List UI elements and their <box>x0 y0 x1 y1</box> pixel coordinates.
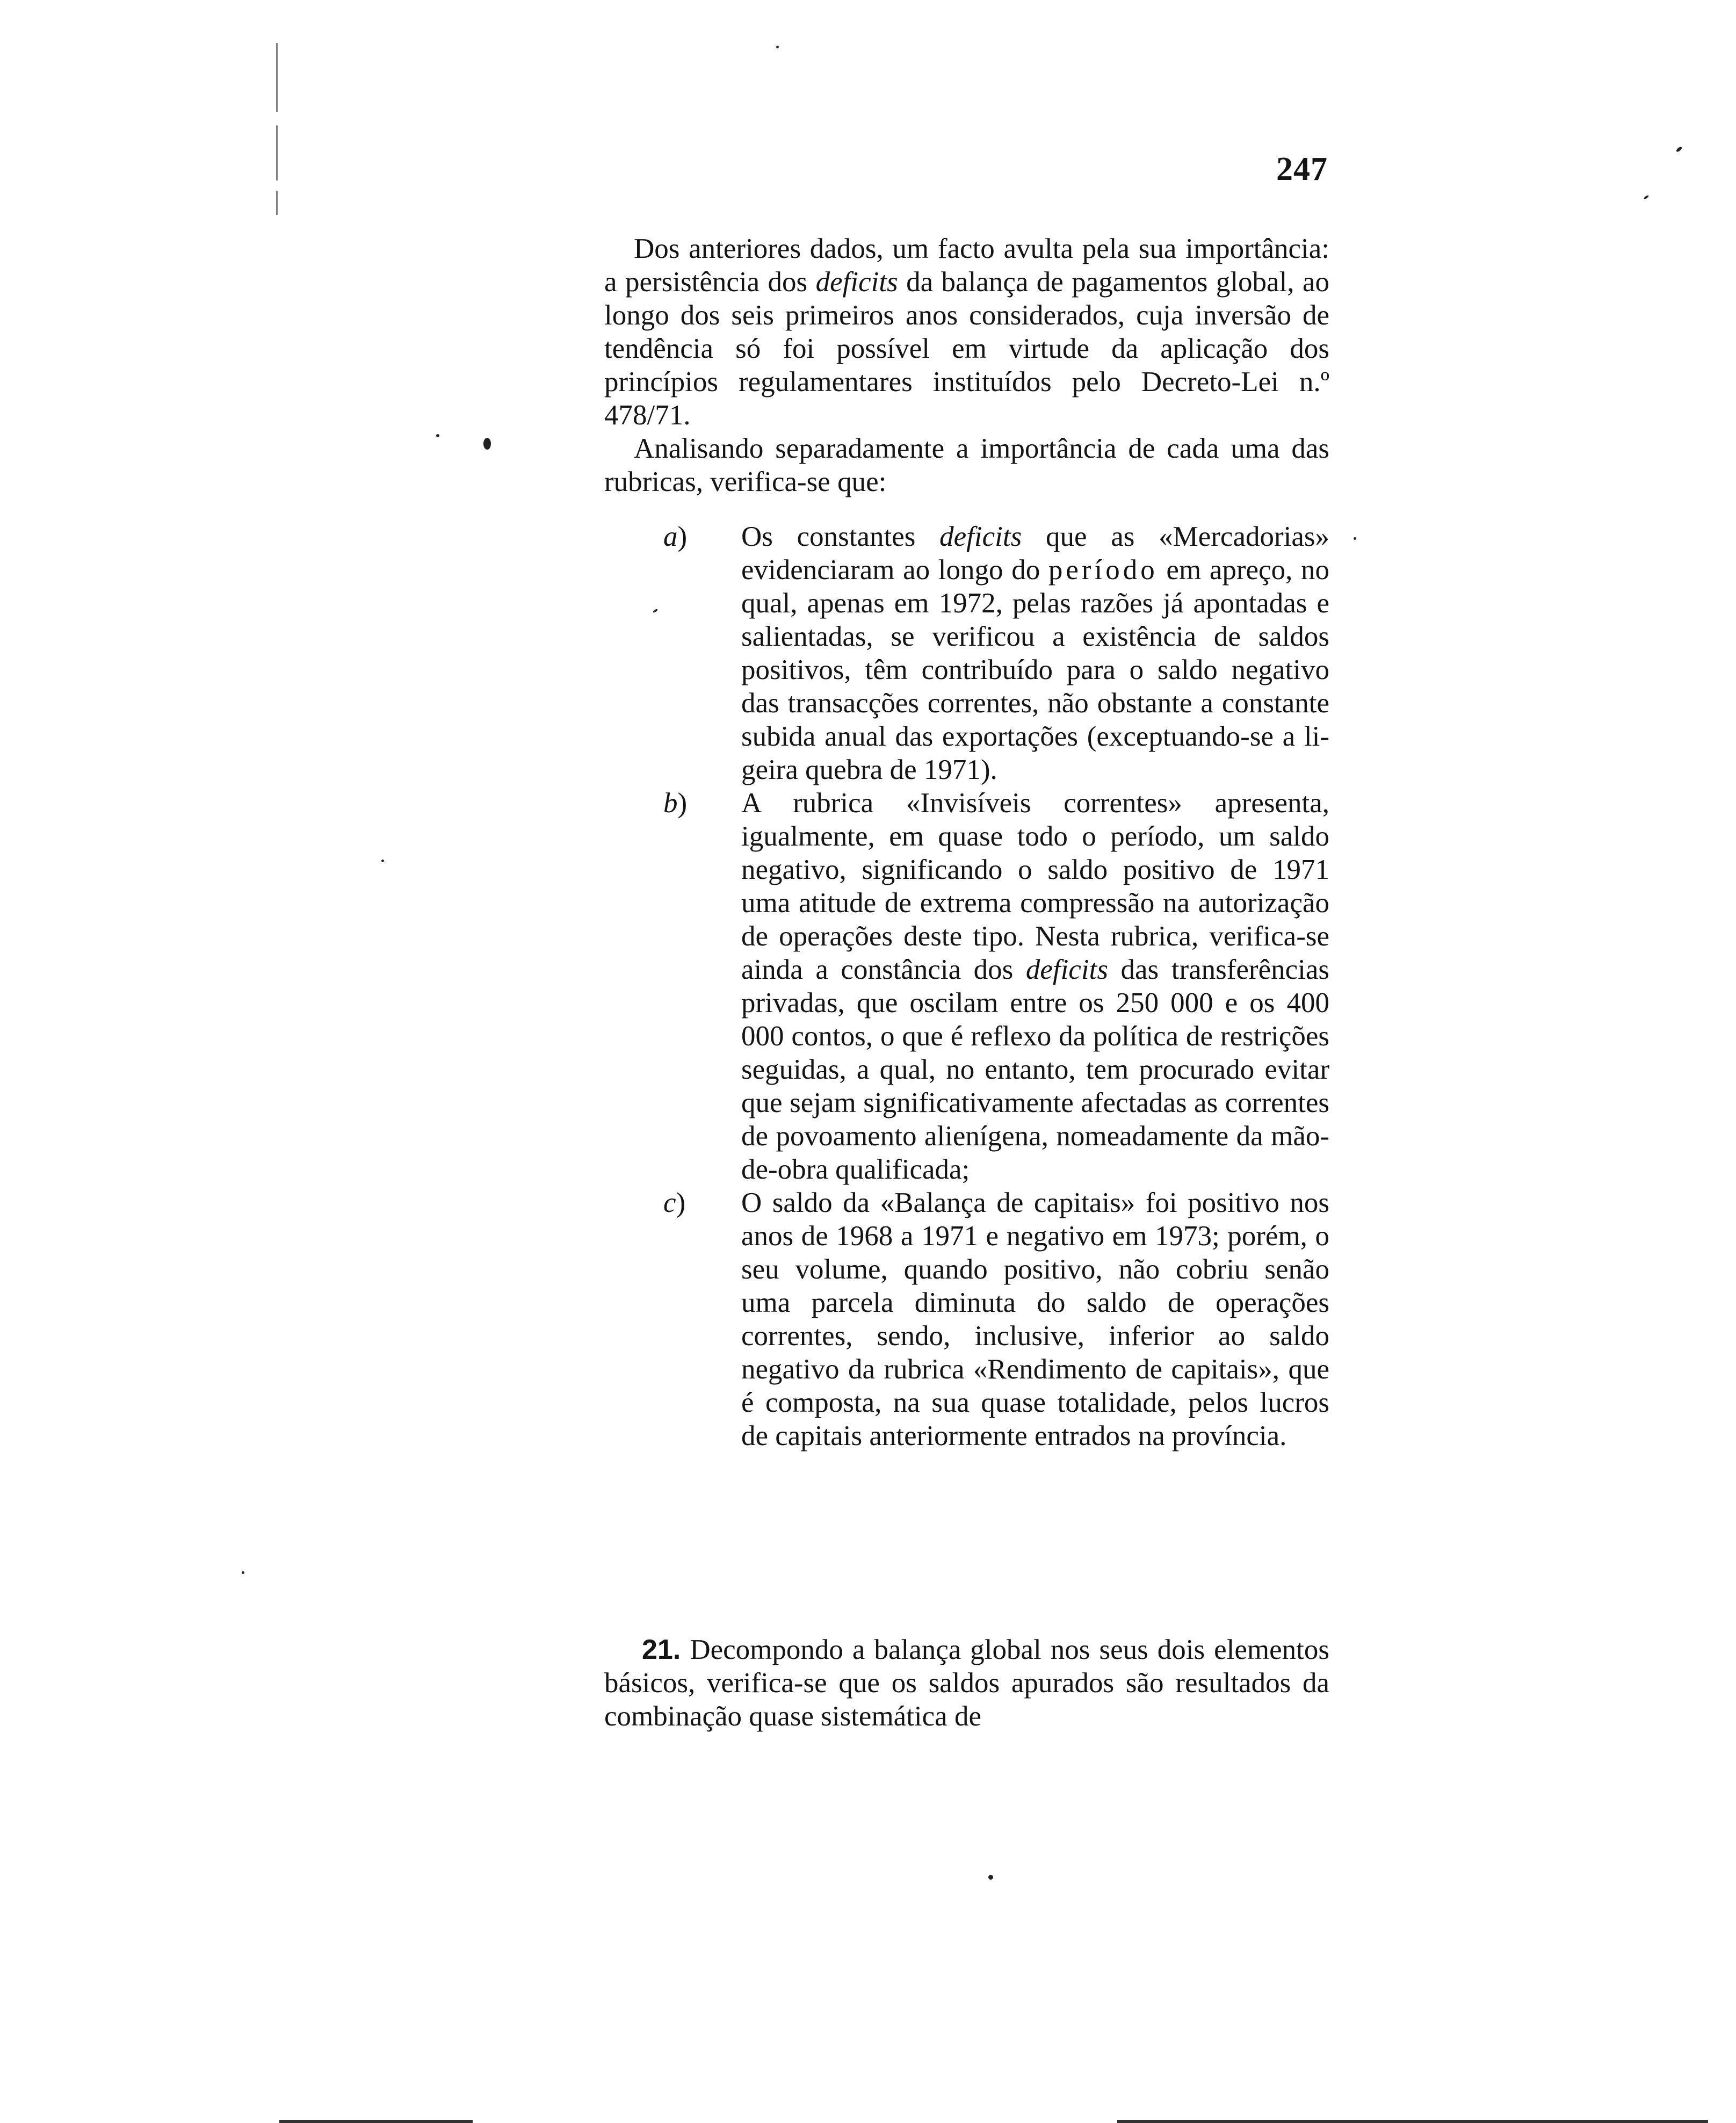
scan-bottom-edge <box>279 2120 473 2123</box>
text-run: que as «Mercadorias» evidenciaram ao longo do <box>741 521 1329 586</box>
scan-speck <box>1644 194 1649 199</box>
rubric-list <box>604 520 1329 1453</box>
item-marker: c ) <box>663 1186 685 1219</box>
text-run: da balança de pagamentos global, ao longo dos seis primeiros anos considerados, cuja inversão de tendência só foi possível em virtude da aplicação dos princípios regulamentares instituídos pelo Decreto-Lei n.º 478/71. <box>604 266 1330 431</box>
list-item <box>604 520 1329 786</box>
scan-speck <box>242 1571 244 1574</box>
text-run: em apreço, no qual, apenas em 1972, pelas razões já apontadas e salientadas, se verificou a existência de saldos positivos, têm contribuído para o saldo negativo das transacções correntes, não obstante a constante subida anual das exportações (exceptuando-se a ligeira quebra de 1971). <box>741 554 1329 785</box>
text-run: das transferências privadas, que oscilam entre os 250 000 e os 400 000 contos, o que é reflexo da política de restrições seguidas, a qual, no entanto, tem procurado evitar que sejam significativamente afectadas as correntes de povoamento alienígena, nomeadamente da mão-de-obra qualificada; <box>741 954 1330 1185</box>
list-item <box>604 786 1329 1186</box>
text-run: O saldo da «Balança de capitais» foi positivo nos anos de 1968 a 1971 e negativo em 1973; porém, o seu volume, quando positivo, não cobriu senão uma parcela diminuta do saldo de operações correntes, sendo, inclusive, inferior ao saldo negativo da rubrica «Rendimento de capitais», que é composta, na sua quase totalidade, pelos lucros de capitais anteriormente entrados na província. <box>741 1187 1329 1452</box>
emphasis: deficits <box>815 266 898 298</box>
emphasis: deficits <box>939 521 1022 552</box>
scan-speck <box>436 434 439 437</box>
scan-speck <box>1675 146 1682 153</box>
scan-speck <box>776 46 779 48</box>
text-run: Os constantes <box>741 521 940 552</box>
section-number: 21. <box>642 1634 681 1665</box>
text-run: A rubrica «Invisíveis correntes» apresenta, igualmente, em quase todo o período, um saldo negativo, significando o saldo positivo de 1971 uma atitude de extrema compressão na autorização de operações deste tipo. Nesta rubrica, verifica-se ainda a constância dos <box>741 788 1329 985</box>
section-21-paragraph <box>604 1633 1329 1733</box>
page-number: 247 <box>1276 151 1328 187</box>
scan-margin-line <box>276 43 278 215</box>
text-run: Decompondo a balança global nos seus dois elementos básicos, verifica-se que os saldos apurados são resultados da combinação quase sistemática de <box>604 1634 1329 1732</box>
scan-bottom-edge <box>1117 2120 1708 2123</box>
scan-speck <box>381 860 384 862</box>
scan-speck <box>1354 537 1356 540</box>
item-marker: b ) <box>663 786 687 820</box>
intro-paragraph <box>604 232 1329 432</box>
body-text <box>604 232 1329 1453</box>
list-item <box>604 1186 1329 1453</box>
scan-speck <box>988 1875 993 1880</box>
item-marker: a ) <box>663 520 687 553</box>
text-run: Dos anteriores dados, um facto avulta pela sua importância: a persistência dos <box>604 233 1329 298</box>
spaced-word: período <box>1048 554 1158 586</box>
emphasis: deficits <box>1025 954 1108 985</box>
scan-speck <box>483 438 491 450</box>
intro-paragraph: Analisando separadamente a importância de cada uma das rubricas, verifica-se que: <box>604 433 1329 497</box>
